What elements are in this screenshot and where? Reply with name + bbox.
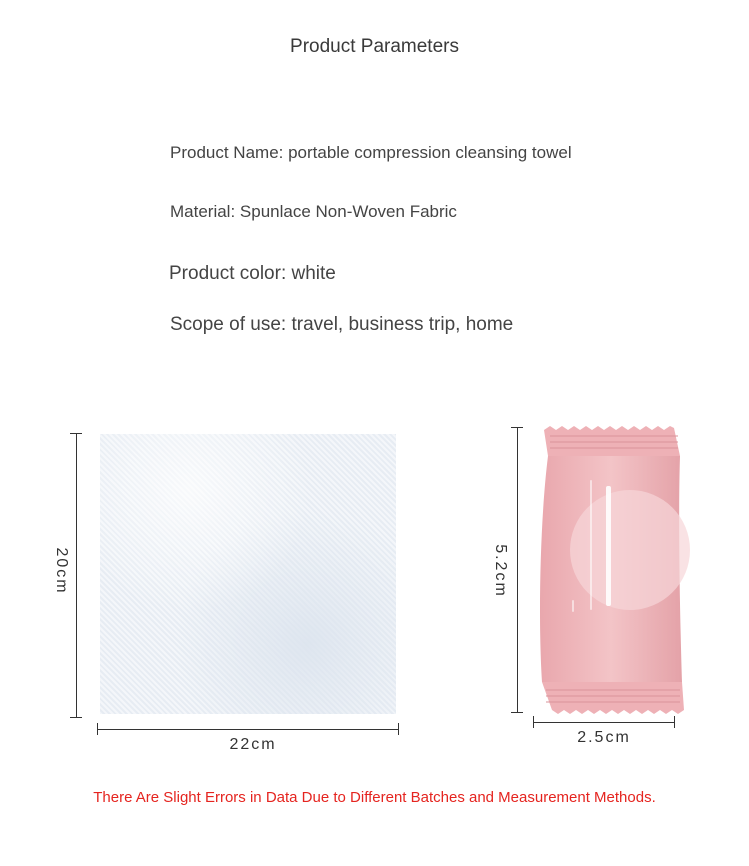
towel-width-cap-left (97, 723, 98, 735)
towel-image (100, 434, 396, 714)
material-text: Material: Spunlace Non-Woven Fabric (170, 202, 457, 221)
towel-width-label: 22cm (229, 736, 277, 753)
towel-width-cap-right (398, 723, 399, 735)
pouch-width-line (533, 722, 674, 723)
pouch-height-cap-top (511, 427, 523, 428)
page-title: Product Parameters (290, 36, 459, 57)
towel-width-line (97, 729, 398, 730)
measurement-note: There Are Slight Errors in Data Due to Different Batches and Measurement Methods. (93, 789, 656, 806)
pouch-width-label: 2.5cm (577, 729, 631, 746)
towel-height-cap-bottom (70, 717, 82, 718)
towel-height-line (76, 433, 77, 717)
product-color-text: Product color: white (169, 263, 336, 284)
towel-height-cap-top (70, 433, 82, 434)
pouch-width-cap-right (674, 716, 675, 728)
pouch-image (520, 420, 700, 720)
pouch-width-cap-left (533, 716, 534, 728)
pouch-height-line (517, 427, 518, 712)
pouch-height-cap-bottom (511, 712, 523, 713)
scope-of-use-text: Scope of use: travel, business trip, home (170, 314, 514, 335)
pouch-height-label: 5.2cm (492, 544, 509, 598)
product-name-text: Product Name: portable compression cleansing towel (170, 143, 572, 162)
towel-height-label: 20cm (53, 547, 70, 595)
